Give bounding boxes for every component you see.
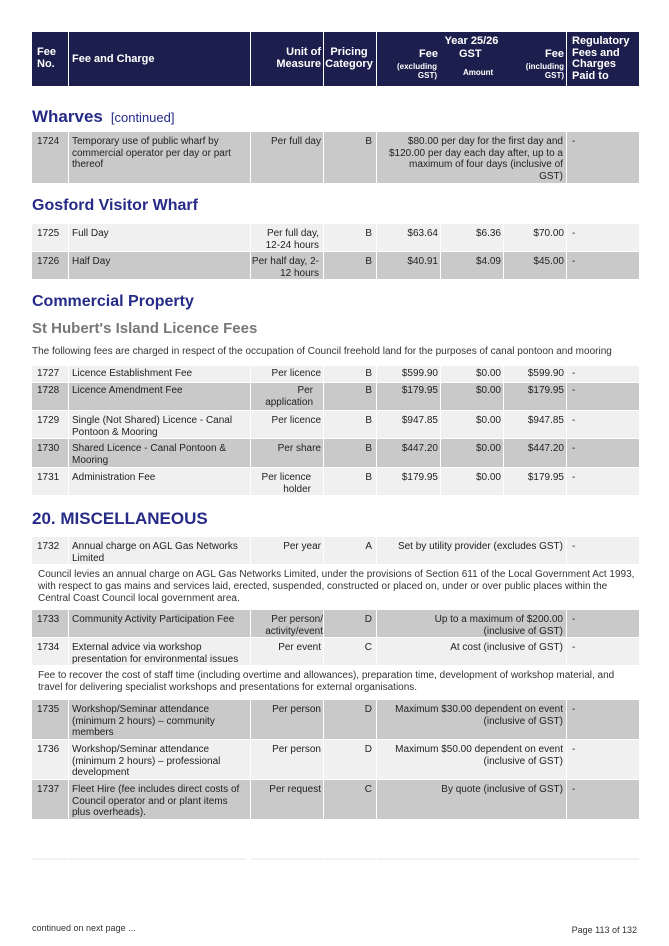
cell-gst xyxy=(441,468,503,495)
cell-text: $0.00 xyxy=(475,368,501,379)
cell-no xyxy=(32,780,68,819)
cell-no xyxy=(32,366,68,382)
cell-uom xyxy=(251,132,323,183)
cell-text: $447.20 xyxy=(401,443,438,454)
cell-no xyxy=(32,610,68,637)
cell-fee xyxy=(69,411,250,438)
cell-text: Maximum $30.00 dependent on event (inclusive of GST) xyxy=(395,704,563,727)
cell-text: 1728 xyxy=(37,385,60,396)
cell-no xyxy=(32,224,68,251)
table-row xyxy=(32,780,639,819)
cell-text: D xyxy=(364,744,372,755)
cell-text: - xyxy=(572,784,576,795)
cell-text: - xyxy=(572,704,576,715)
cell-fx xyxy=(377,366,440,382)
cell-uom xyxy=(251,439,323,467)
cell-uom xyxy=(251,252,323,279)
cell-text: - xyxy=(572,368,576,379)
cell-text: Administration Fee xyxy=(72,472,156,483)
cell-text: 1725 xyxy=(37,228,60,239)
cell-text: Per event xyxy=(278,642,321,653)
cell-reg xyxy=(567,383,639,410)
cell-text: 1724 xyxy=(37,136,60,147)
cell-fee xyxy=(69,537,250,564)
divider xyxy=(324,858,376,860)
cell-text: B xyxy=(365,136,372,147)
divider xyxy=(32,858,68,860)
header-regulatory xyxy=(567,32,639,86)
cell-text: 1732 xyxy=(37,541,60,552)
cell-text: - xyxy=(572,472,576,483)
cell-reg xyxy=(567,439,639,467)
cell-text: Per year xyxy=(283,541,321,552)
cell-fx xyxy=(377,252,440,279)
cell-text: Licence Amendment Fee xyxy=(72,385,183,396)
cell-cat xyxy=(324,610,376,637)
cell-text: Fee and Charge xyxy=(72,53,155,65)
header-fee-no xyxy=(32,32,68,86)
cell-reg xyxy=(567,740,639,779)
cell-reg xyxy=(567,537,639,564)
cell-fi xyxy=(504,439,566,467)
table-row xyxy=(32,468,639,495)
cell-text: By quote (inclusive of GST) xyxy=(441,784,563,795)
cell-text: GST xyxy=(459,48,482,60)
cell-text: 1727 xyxy=(37,368,60,379)
cell-text: Up to a maximum of $200.00 (inclusive of GST) xyxy=(434,614,563,637)
cell-text: Annual charge on AGL Gas Networks Limited xyxy=(72,541,238,564)
divider xyxy=(251,858,323,860)
cell-reg xyxy=(567,610,639,637)
cell-text: At cost (inclusive of GST) xyxy=(450,642,563,653)
cell-uom xyxy=(251,411,323,438)
table-row xyxy=(32,366,639,382)
cell-reg xyxy=(567,468,639,495)
table-row xyxy=(32,610,639,637)
page-number: Page 113 of 132 xyxy=(571,925,637,935)
table-row xyxy=(32,740,639,779)
cell-text: (excluding GST) xyxy=(396,62,437,80)
cell-text: Licence Establishment Fee xyxy=(72,368,193,379)
cell-text: 1731 xyxy=(37,472,60,483)
cell-text: B xyxy=(365,368,372,379)
table-header xyxy=(32,32,639,86)
cell-uom xyxy=(251,740,323,779)
cell-no xyxy=(32,537,68,564)
header-fee-and-charge xyxy=(69,32,250,86)
cell-text: B xyxy=(365,256,372,267)
cell-text: - xyxy=(572,642,576,653)
cell-text: Regulatory Fees and Charges Paid to xyxy=(572,35,630,82)
cell-uom xyxy=(251,468,323,495)
cell-no xyxy=(32,740,68,779)
cell-fi xyxy=(504,411,566,438)
cell-no xyxy=(32,700,68,739)
table-row xyxy=(32,132,639,183)
cell-text: $40.91 xyxy=(407,256,438,267)
cell-text: Set by utility provider (excludes GST) xyxy=(397,541,563,552)
cell-span3 xyxy=(377,740,566,779)
cell-text: $179.95 xyxy=(401,472,438,483)
cell-text: Fee xyxy=(419,48,438,60)
cell-text: Fee xyxy=(545,48,564,60)
section-title-wharves: Wharves [continued] xyxy=(32,107,175,126)
cell-text: $599.90 xyxy=(401,368,438,379)
cell-fee xyxy=(69,439,250,467)
cell-text: $63.64 xyxy=(407,228,438,239)
divider xyxy=(69,858,246,860)
cell-text: 1729 xyxy=(37,415,60,426)
cell-text: $0.00 xyxy=(475,385,501,396)
cell-text: Community Activity Participation Fee xyxy=(72,614,235,625)
cell-text: $447.20 xyxy=(527,443,564,454)
header-unit-of-measure xyxy=(251,32,323,86)
cell-fx xyxy=(377,439,440,467)
cell-text: $179.95 xyxy=(401,385,438,396)
cell-cat xyxy=(324,638,376,665)
cell-no xyxy=(32,383,68,410)
cell-reg xyxy=(567,132,639,183)
continued-label: [continued] xyxy=(110,110,175,125)
cell-text: B xyxy=(365,443,372,454)
cell-gst xyxy=(441,411,503,438)
cell-fi xyxy=(504,366,566,382)
cell-cat xyxy=(324,537,376,564)
cell-fx xyxy=(377,468,440,495)
cell-text: $947.85 xyxy=(401,415,438,426)
cell-text: Per share xyxy=(277,443,321,454)
section-title-gosford: Gosford Visitor Wharf xyxy=(32,197,198,214)
cell-reg xyxy=(567,700,639,739)
cell-text: 1733 xyxy=(37,614,60,625)
table-row xyxy=(32,252,639,279)
cell-cat xyxy=(324,411,376,438)
cell-fee xyxy=(69,224,250,251)
cell-gst xyxy=(441,439,503,467)
cell-fee xyxy=(69,132,250,183)
cell-fee xyxy=(69,740,250,779)
divider xyxy=(567,858,639,860)
cell-text: $45.00 xyxy=(533,256,564,267)
cell-text: Per person/ activity/event xyxy=(265,614,323,637)
cell-span3 xyxy=(377,638,566,665)
cell-text: Per person xyxy=(272,704,321,715)
cell-gst xyxy=(441,224,503,251)
divider xyxy=(377,858,566,860)
cell-text: External advice via workshop presentation for environmental issues xyxy=(72,642,239,665)
cell-text: 1737 xyxy=(37,784,60,795)
cell-no xyxy=(32,132,68,183)
cell-text: - xyxy=(572,744,576,755)
cell-cat xyxy=(324,366,376,382)
cell-uom xyxy=(251,366,323,382)
cell-cat xyxy=(324,224,376,251)
cell-reg xyxy=(567,780,639,819)
cell-span3 xyxy=(377,700,566,739)
cell-text: Fleet Hire (fee includes direct costs of Council operator and or plant items plus overheads). xyxy=(72,784,240,818)
cell-text: Full Day xyxy=(72,228,109,239)
cell-span3 xyxy=(377,780,566,819)
cell-text: $80.00 per day for the first day and $120.00 per day each day after, up to a maximum of four days (inclusive of GST) xyxy=(388,136,563,182)
cell-reg xyxy=(567,252,639,279)
cell-uom xyxy=(251,537,323,564)
cell-text: C xyxy=(364,642,372,653)
cell-fi xyxy=(504,252,566,279)
cell-text: A xyxy=(365,541,372,552)
continued-note: continued on next page ... xyxy=(32,923,136,933)
cell-text: - xyxy=(572,136,576,147)
cell-uom xyxy=(251,224,323,251)
cell-fee xyxy=(69,383,250,410)
cell-no xyxy=(32,411,68,438)
cell-uom xyxy=(251,700,323,739)
cell-span3 xyxy=(377,610,566,637)
cell-text: Shared Licence - Canal Pontoon & Mooring xyxy=(72,443,226,466)
cell-text: Temporary use of public wharf by commercial operator per day or part thereof xyxy=(72,136,231,170)
cell-cat xyxy=(324,780,376,819)
table-row xyxy=(32,700,639,739)
cell-fee xyxy=(69,780,250,819)
cell-no xyxy=(32,638,68,665)
cell-cat xyxy=(324,132,376,183)
cell-cat xyxy=(324,700,376,739)
cell-text: 1736 xyxy=(37,744,60,755)
cell-fi xyxy=(504,383,566,410)
note-workshop: Fee to recover the cost of staff time (including overtime and allowances), preparation time, development of workshop material, and travel for delivering specialist workshops and presentations for external organisations. xyxy=(38,670,615,693)
table-row xyxy=(32,638,639,665)
cell-fee xyxy=(69,366,250,382)
cell-text: Per half day, 2-12 hours xyxy=(251,256,319,279)
cell-text: - xyxy=(572,541,576,552)
cell-text: Per full day xyxy=(270,136,321,147)
cell-reg xyxy=(567,411,639,438)
cell-text: D xyxy=(364,614,372,625)
cell-text: $179.95 xyxy=(527,472,564,483)
cell-text: B xyxy=(365,415,372,426)
cell-cat xyxy=(324,740,376,779)
cell-text: Fee No. xyxy=(37,46,56,70)
cell-fee xyxy=(69,638,250,665)
cell-text: $70.00 xyxy=(533,228,564,239)
cell-text: $0.00 xyxy=(475,443,501,454)
cell-reg xyxy=(567,638,639,665)
cell-cat xyxy=(324,383,376,410)
cell-fi xyxy=(504,224,566,251)
cell-reg xyxy=(567,224,639,251)
cell-text: 1734 xyxy=(37,642,60,653)
cell-text: B xyxy=(365,472,372,483)
cell-cat xyxy=(324,439,376,467)
cell-cat xyxy=(324,252,376,279)
cell-text: - xyxy=(572,228,576,239)
cell-gst xyxy=(441,252,503,279)
cell-fi xyxy=(504,468,566,495)
cell-uom xyxy=(251,780,323,819)
cell-text: Workshop/Seminar attendance (minimum 2 hours) – professional development xyxy=(72,744,221,778)
cell-text: - xyxy=(572,415,576,426)
cell-text: 1730 xyxy=(37,443,60,454)
cell-text: - xyxy=(572,443,576,454)
cell-fx xyxy=(377,411,440,438)
cell-text: Per request xyxy=(269,784,321,795)
cell-text: D xyxy=(364,704,372,715)
cell-gst xyxy=(441,366,503,382)
cell-text: Amount xyxy=(463,68,494,77)
cell-text: Per person xyxy=(272,744,321,755)
note-agl: Council levies an annual charge on AGL Gas Networks Limited, under the provisions of Section 611 of the Local Government Act 1993, with respect to gas mains and services laid, erected, suspended, constructed or placed on, under or over public places within the Central Coast Council local government area. xyxy=(38,569,635,604)
cell-text: - xyxy=(572,385,576,396)
cell-span3 xyxy=(377,537,566,564)
cell-text: Year 25/26 xyxy=(444,35,499,47)
cell-text: $4.09 xyxy=(475,256,501,267)
cell-text: Per licence holder xyxy=(261,472,311,495)
cell-cat xyxy=(324,468,376,495)
cell-text: Per full day, 12-24 hours xyxy=(265,228,319,251)
cell-text: $599.90 xyxy=(527,368,564,379)
cell-text: - xyxy=(572,614,576,625)
cell-fee xyxy=(69,252,250,279)
cell-text: 1726 xyxy=(37,256,60,267)
cell-text: Pricing Category xyxy=(325,46,373,70)
cell-fx xyxy=(377,383,440,410)
table-row xyxy=(32,411,639,438)
header-pricing-category xyxy=(324,32,376,86)
cell-text: Half Day xyxy=(72,256,111,267)
cell-uom xyxy=(251,383,323,410)
table-row xyxy=(32,537,639,564)
cell-text: Single (Not Shared) Licence - Canal Pontoon & Mooring xyxy=(72,415,233,438)
cell-text: B xyxy=(365,385,372,396)
cell-no xyxy=(32,252,68,279)
cell-text: Workshop/Seminar attendance (minimum 2 hours) – community members xyxy=(72,704,215,738)
cell-text: Unit of Measure xyxy=(276,46,321,70)
cell-no xyxy=(32,468,68,495)
section-title-commercial: Commercial Property xyxy=(32,293,194,310)
cell-reg xyxy=(567,366,639,382)
cell-text: Maximum $50.00 dependent on event (inclusive of GST) xyxy=(395,744,563,767)
intro-paragraph: The following fees are charged in respect of the occupation of Council freehold land for the purposes of canal pontoon and mooring xyxy=(32,346,612,357)
cell-text: $0.00 xyxy=(475,472,501,483)
cell-text: Per licence xyxy=(271,415,321,426)
cell-fee xyxy=(69,610,250,637)
cell-text: B xyxy=(365,228,372,239)
cell-text: $947.85 xyxy=(527,415,564,426)
cell-text: Per application xyxy=(265,385,313,408)
cell-text: - xyxy=(572,256,576,267)
header-year xyxy=(377,32,566,86)
table-row xyxy=(32,439,639,467)
section-title-miscellaneous: 20. MISCELLANEOUS xyxy=(32,509,208,528)
subsection-title-st-huberts: St Hubert's Island Licence Fees xyxy=(32,320,258,337)
cell-uom xyxy=(251,610,323,637)
cell-no xyxy=(32,439,68,467)
cell-text: $6.36 xyxy=(475,228,501,239)
cell-text: (including GST) xyxy=(525,62,564,80)
cell-span3 xyxy=(377,132,566,183)
cell-gst xyxy=(441,383,503,410)
cell-text: $179.95 xyxy=(527,385,564,396)
cell-fee xyxy=(69,468,250,495)
cell-fee xyxy=(69,700,250,739)
table-row xyxy=(32,383,639,410)
cell-fx xyxy=(377,224,440,251)
cell-uom xyxy=(251,638,323,665)
cell-text: $0.00 xyxy=(475,415,501,426)
table-row xyxy=(32,224,639,251)
cell-text: C xyxy=(364,784,372,795)
cell-text: Per licence xyxy=(271,368,321,379)
cell-text: 1735 xyxy=(37,704,60,715)
